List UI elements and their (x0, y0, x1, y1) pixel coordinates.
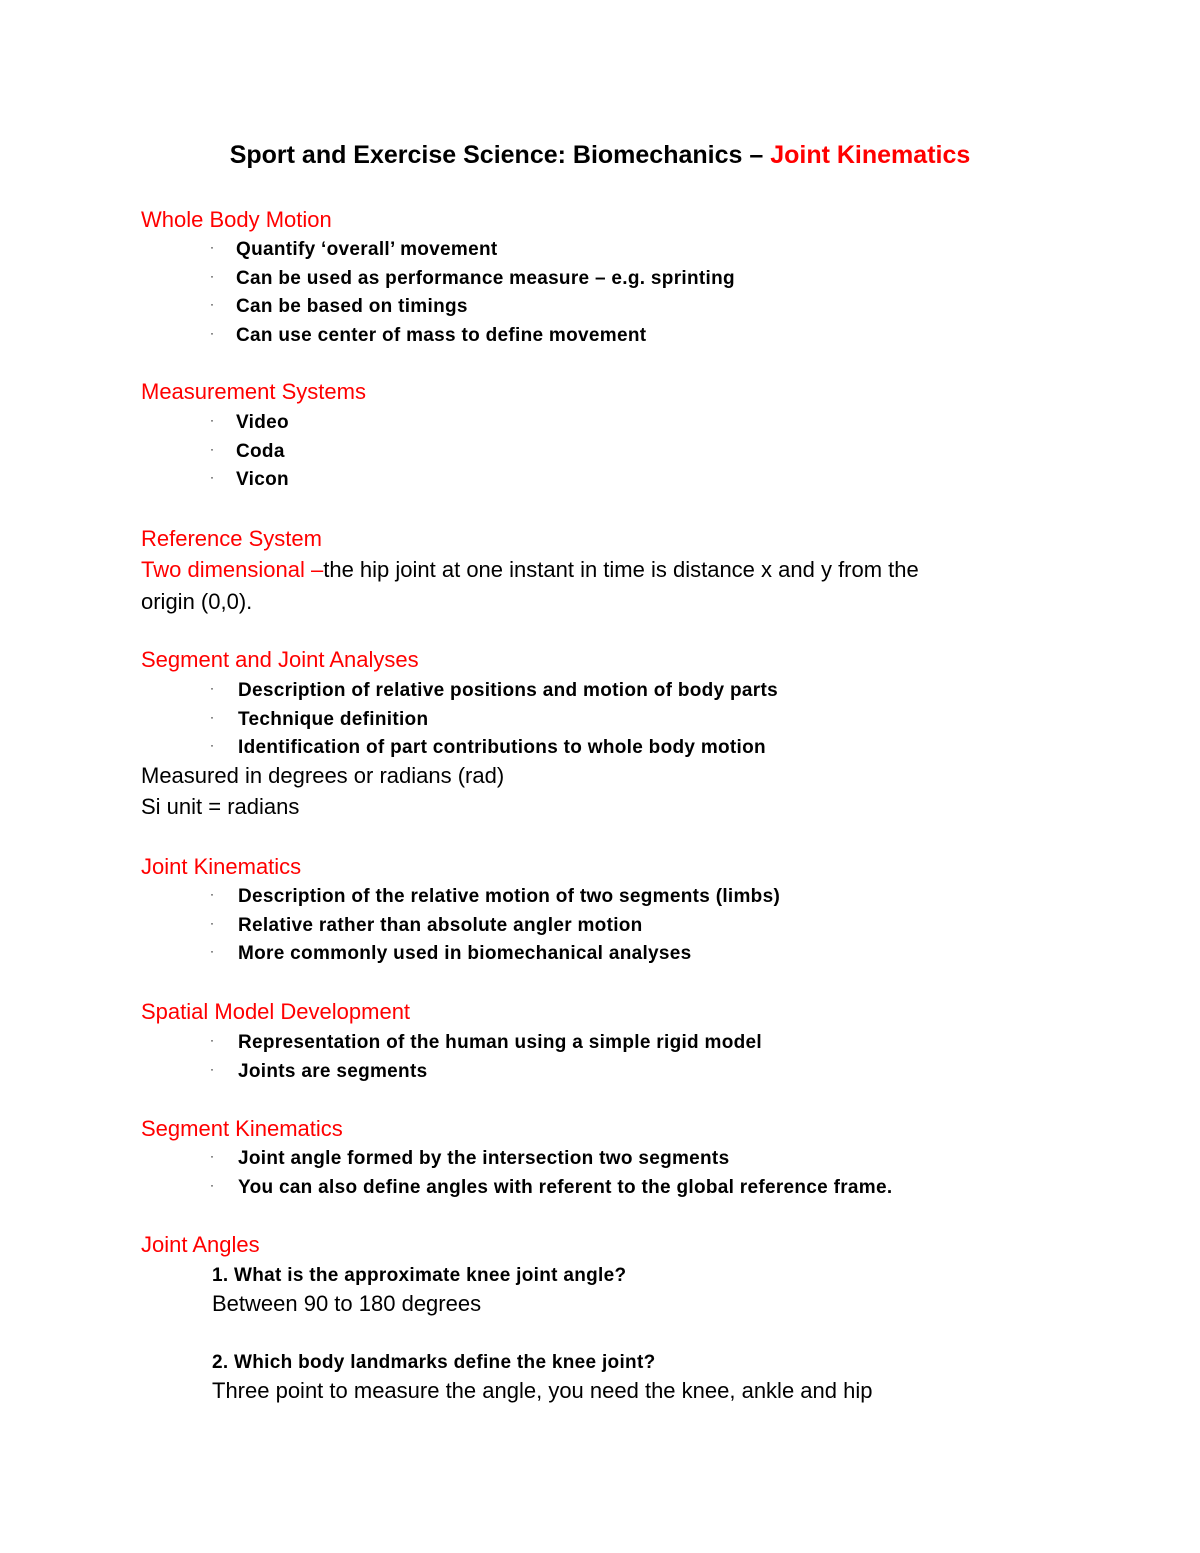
bullet-icon: · (210, 1177, 215, 1192)
document-page: Sport and Exercise Science: Biomechanics – Joint Kinematics Whole Body Motion · Quantify ‘overall’ movement · Can be used as performance measure – e.g. sprinting · Can be based on timings · Can use center of mass to define movement Measurement Systems · Video · Coda · Vicon Reference System Two dimensional –the hip joint at one instant in time is distance x and y from the origin (0,0). Segment and Joint Analyses · Description of relative positions and motion of body parts · Technique definition · Identification of part contributions to whole body motion Measured in degrees or radians (rad) Si unit = radians Joint Kinematics · Description of the relative motion of two segments (limbs) · Relative rather than absolute angler motion · More commonly used in biomechanical analyses Spatial Model Development · Representation of the human using a simple rigid model · Joints are segments Segment Kinematics · Joint angle formed by the intersection two segments · You can also define angles with referent to the global reference frame. Joint Angles 1. What is the approximate knee joint angle? Between 90 to 180 degrees 2. Which body landmarks define the knee joint? Three point to measure the angle, you need the knee, ankle and hip (0, 0, 1200, 1553)
answer-2: Three point to measure the angle, you need the knee, ankle and hip (212, 1378, 873, 1403)
reference-lead: Two dimensional – (141, 557, 324, 582)
heading-spatial-model: Spatial Model Development (141, 999, 411, 1024)
question-2: 2. Which body landmarks define the knee joint? (212, 1352, 656, 1373)
question-1: 1. What is the approximate knee joint angle? (212, 1265, 627, 1286)
bullet-icon: · (210, 268, 215, 283)
heading-reference-system: Reference System (141, 526, 322, 551)
segment-note-2: Si unit = radians (141, 794, 300, 819)
bullet-icon: · (210, 297, 215, 312)
heading-whole-body-motion: Whole Body Motion (141, 207, 332, 232)
reference-line-2: origin (0,0). (141, 589, 253, 614)
heading-segment-joint-analyses: Segment and Joint Analyses (141, 647, 419, 672)
bullet-icon: · (210, 1061, 215, 1076)
answer-1: Between 90 to 180 degrees (212, 1291, 482, 1316)
title-accent: Joint Kinematics (770, 141, 971, 169)
bullet-icon: · (210, 944, 215, 959)
heading-segment-kinematics: Segment Kinematics (141, 1116, 343, 1141)
bullet-icon: · (210, 1149, 215, 1163)
bullet-icon: · (210, 1033, 215, 1047)
title-main: Sport and Exercise Science: Biomechanics – (229, 141, 771, 169)
bullet-icon: · (210, 709, 215, 724)
heading-joint-angles: Joint Angles (141, 1232, 260, 1257)
bullet-icon: · (210, 441, 215, 456)
heading-measurement-systems: Measurement Systems (141, 379, 366, 404)
reference-line-1 (141, 557, 919, 583)
segment-note-1: Measured in degrees or radians (rad) (141, 763, 505, 788)
bullet-icon: · (210, 240, 215, 254)
bullet-icon: · (210, 738, 215, 753)
bullet-icon: · (210, 887, 215, 901)
bullet-icon: · (210, 470, 215, 485)
bullet-icon: · (210, 413, 215, 427)
heading-joint-kinematics: Joint Kinematics (141, 854, 302, 879)
reference-text: the hip joint at one instant in time is distance x and y from the (323, 557, 919, 582)
bullet-icon: · (210, 326, 215, 341)
page-title (0, 141, 1200, 170)
bullet-icon: · (210, 915, 215, 930)
bullet-icon: · (210, 681, 215, 695)
